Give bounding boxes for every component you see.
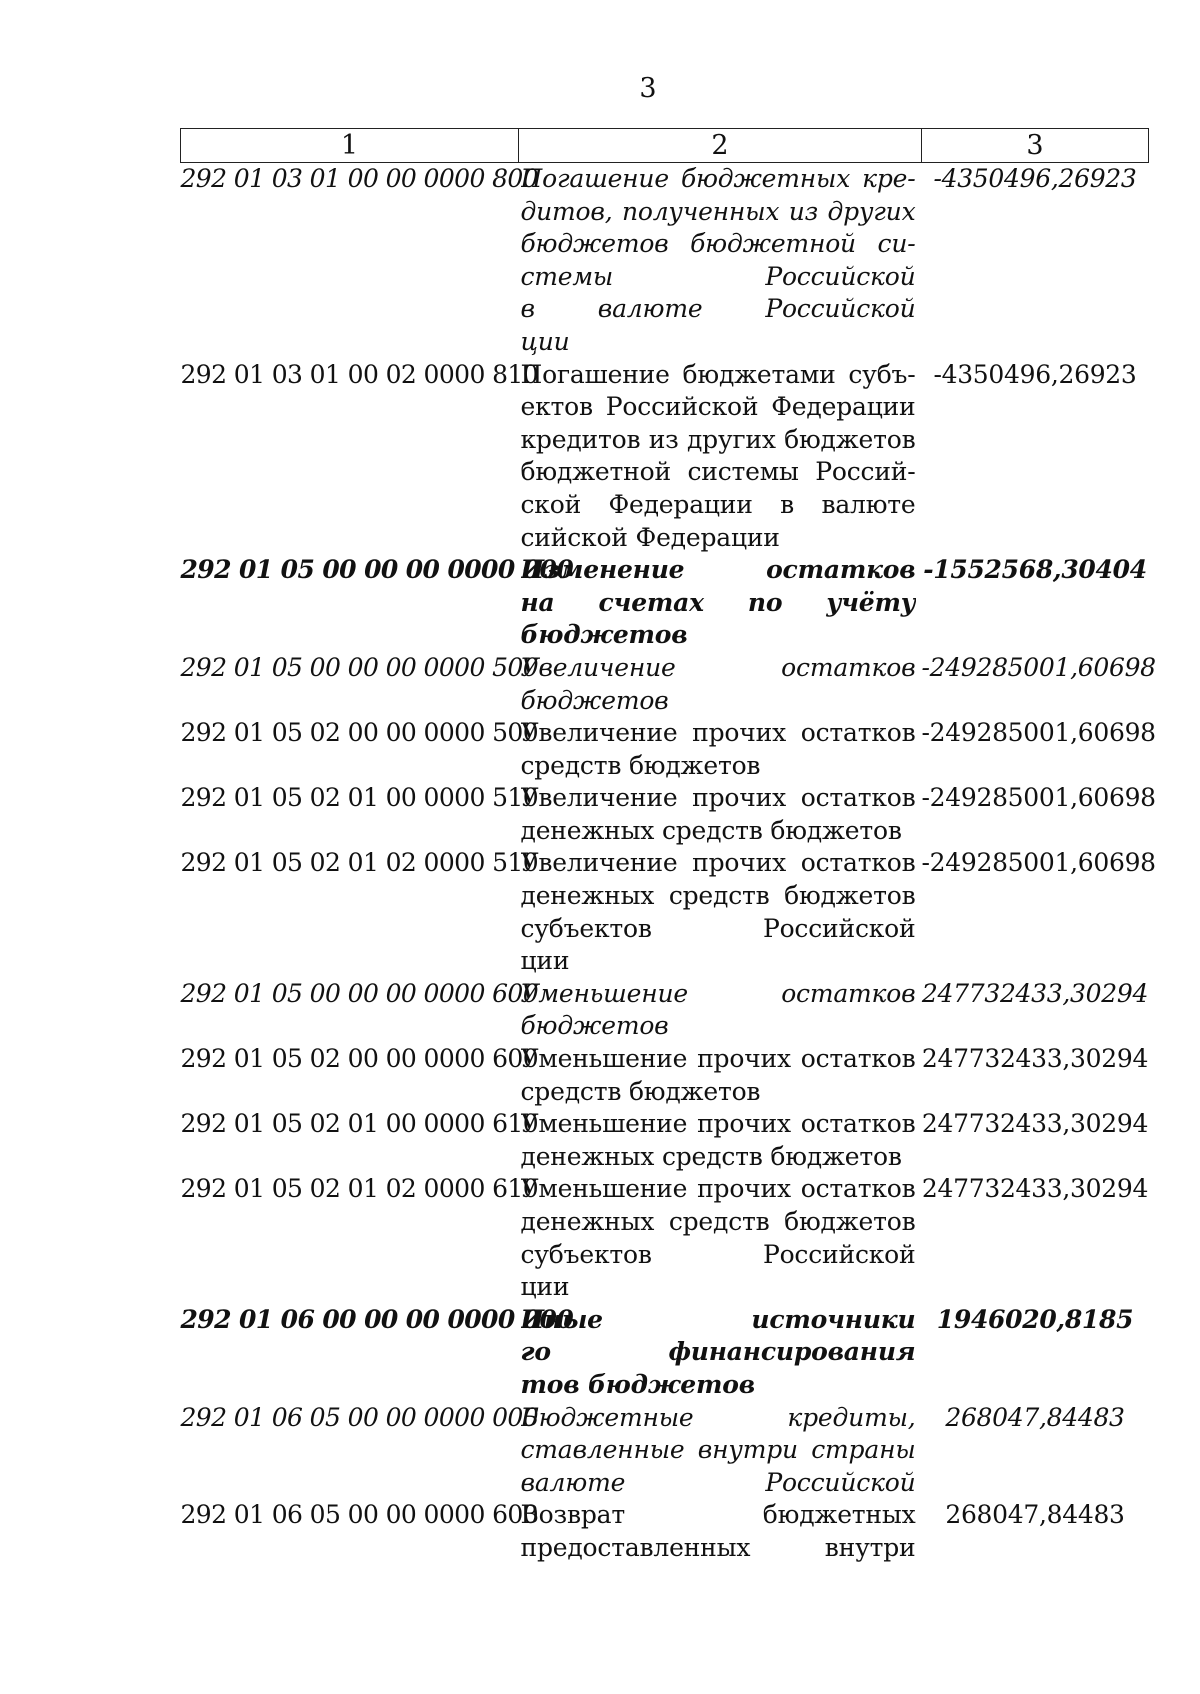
row-description xyxy=(519,1173,922,1303)
description-line: средств бюджетов xyxy=(520,1076,761,1106)
description-line: Увеличение прочих остатков xyxy=(520,783,916,813)
row-description xyxy=(519,1043,922,1108)
row-code: 292 01 05 02 00 00 0000 600 xyxy=(180,1044,539,1074)
table-row xyxy=(181,1173,1149,1303)
row-code: 292 01 05 00 00 00 0000 600 xyxy=(180,978,539,1008)
description-line: предоставленных внутри xyxy=(520,1532,916,1562)
budget-sources-table xyxy=(180,128,1156,1565)
row-amount: 247732433,30294 xyxy=(921,978,1149,1008)
description-line: ции xyxy=(520,1272,570,1302)
description-line: ции xyxy=(520,946,570,976)
row-amount: 247732433,30294 xyxy=(921,1044,1149,1074)
row-code: 292 01 03 01 00 02 0000 810 xyxy=(180,359,539,389)
row-amount: 268047,84483 xyxy=(945,1500,1125,1530)
row-code: 292 01 06 05 00 00 0000 600 xyxy=(180,1500,539,1530)
row-description xyxy=(519,717,922,782)
row-code: 292 01 05 00 00 00 0000 500 xyxy=(180,652,539,682)
description-line: Изменение остатков xyxy=(520,555,916,585)
description-line: Увеличение прочих остатков xyxy=(520,848,916,878)
table-row xyxy=(181,782,1149,847)
row-code: 292 01 05 02 01 00 0000 610 xyxy=(180,1109,539,1139)
description-line: ции xyxy=(520,326,570,356)
description-line: го финансирования xyxy=(520,1337,916,1367)
description-line: бюджетов xyxy=(520,1011,669,1041)
row-amount: 247732433,30294 xyxy=(921,1109,1149,1139)
table-row xyxy=(181,847,1149,977)
description-line: кредитов из других бюджетов xyxy=(520,424,916,454)
row-code: 292 01 05 02 01 00 0000 510 xyxy=(180,783,539,813)
description-line: Погашение бюджетами субъ- xyxy=(520,359,916,389)
description-line: тов бюджетов xyxy=(520,1369,755,1399)
table-row xyxy=(181,1043,1149,1108)
row-code: 292 01 05 02 01 02 0000 610 xyxy=(180,1174,539,1204)
row-code: 292 01 06 00 00 00 0000 000 xyxy=(180,1304,574,1334)
row-amount: 247732433,30294 xyxy=(921,1174,1149,1204)
table-row xyxy=(181,554,1149,652)
description-line: Уменьшение прочих остатков xyxy=(520,1044,916,1074)
row-code: 292 01 06 05 00 00 0000 000 xyxy=(180,1402,539,1432)
table-row xyxy=(181,163,1149,359)
description-line: Уменьшение прочих остатков xyxy=(520,1174,916,1204)
row-description xyxy=(519,359,922,555)
description-line: ской Федерации в валюте xyxy=(520,489,916,519)
row-description xyxy=(519,978,922,1043)
description-line: Возврат бюджетных xyxy=(520,1500,916,1530)
row-code: 292 01 05 00 00 00 0000 000 xyxy=(180,555,574,585)
table-body xyxy=(180,163,1156,1565)
row-amount: -4350496,26923 xyxy=(933,359,1137,389)
page-number: 3 xyxy=(639,73,657,104)
table-row xyxy=(181,1108,1149,1173)
description-line: Уменьшение прочих остатков xyxy=(520,1109,916,1139)
description-line: субъектов Российской xyxy=(520,1239,916,1269)
description-line: на счетах по учёту xyxy=(520,587,916,617)
row-description xyxy=(519,652,922,717)
description-line: бюджетов бюджетной си- xyxy=(520,229,916,259)
description-line: средств бюджетов xyxy=(520,750,761,780)
description-line: денежных средств бюджетов xyxy=(520,881,916,911)
row-amount: -249285001,60698 xyxy=(921,718,1156,748)
description-line: Погашение бюджетных кре- xyxy=(520,164,916,193)
description-line: дитов, полученных из других xyxy=(520,196,916,226)
row-description xyxy=(519,163,922,359)
description-line: Бюджетные кредиты, xyxy=(520,1402,916,1432)
row-description xyxy=(519,554,922,652)
row-amount: -4350496,26923 xyxy=(933,164,1137,193)
table-row xyxy=(181,1499,1149,1564)
column-header-description: 2 xyxy=(519,129,922,163)
row-amount: -249285001,60698 xyxy=(921,652,1156,682)
description-line: Увеличение прочих остатков xyxy=(520,718,916,748)
table-row xyxy=(181,717,1149,782)
row-description xyxy=(519,1499,922,1564)
row-amount: -1552568,30404 xyxy=(923,555,1147,585)
table-row xyxy=(181,1304,1149,1402)
description-line: денежных средств бюджетов xyxy=(520,1141,902,1171)
row-description xyxy=(519,782,922,847)
table-row xyxy=(181,978,1149,1043)
description-line: субъектов Российской xyxy=(520,913,916,943)
description-line: денежных средств бюджетов xyxy=(520,815,902,845)
description-line: сийской Федерации xyxy=(520,522,780,552)
description-line: Уменьшение остатков xyxy=(520,978,916,1008)
row-description xyxy=(519,1108,922,1173)
row-code: 292 01 05 02 01 02 0000 510 xyxy=(180,848,539,878)
column-header-code: 1 xyxy=(181,129,519,163)
description-line: ектов Российской Федерации xyxy=(520,392,916,422)
row-code: 292 01 03 01 00 00 0000 800 xyxy=(180,164,539,193)
table-row xyxy=(181,1402,1149,1500)
table-row xyxy=(181,652,1149,717)
description-line: бюджетов xyxy=(520,685,669,715)
row-description xyxy=(519,847,922,977)
table-row xyxy=(181,359,1149,555)
description-line: Иные источники xyxy=(520,1304,916,1334)
description-line: бюджетной системы Россий- xyxy=(520,457,916,487)
description-line: ставленные внутри страны xyxy=(520,1435,916,1465)
description-line: валюте Российской xyxy=(520,1467,916,1497)
column-header-amount: 3 xyxy=(922,129,1149,163)
table-header-row xyxy=(181,129,1149,163)
description-line: Увеличение остатков xyxy=(520,652,916,682)
row-code: 292 01 05 02 00 00 0000 500 xyxy=(180,718,539,748)
row-amount: -249285001,60698 xyxy=(921,848,1156,878)
row-amount: 1946020,8185 xyxy=(936,1304,1134,1334)
description-line: бюджетов xyxy=(520,620,688,650)
description-line: в валюте Российской xyxy=(520,294,916,324)
description-line: стемы Российской xyxy=(520,261,916,291)
row-description xyxy=(519,1304,922,1402)
description-line: денежных средств бюджетов xyxy=(520,1207,916,1236)
row-amount: -249285001,60698 xyxy=(921,783,1156,813)
row-amount: 268047,84483 xyxy=(945,1402,1125,1432)
row-description xyxy=(519,1402,922,1500)
